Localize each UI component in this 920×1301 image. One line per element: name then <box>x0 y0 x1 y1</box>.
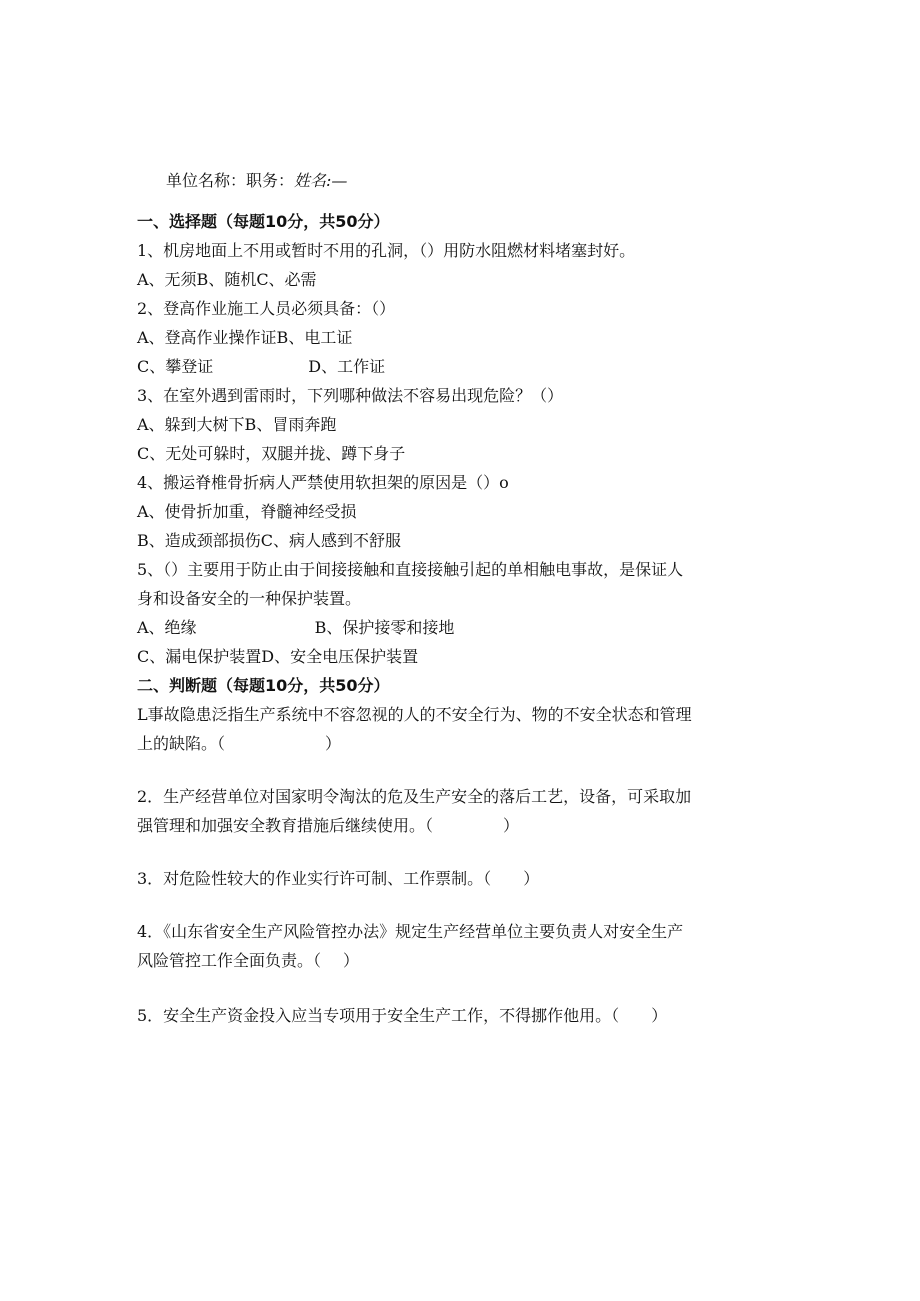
answer-blank-close: ） <box>343 951 360 970</box>
option-b: B、保护接零和接地 <box>314 618 455 637</box>
question-options-3a: A、躲到大树下B、冒雨奔跑 <box>137 415 337 434</box>
section-title-judgment: 二、判断题（每题10分，共50分） <box>137 676 390 695</box>
judgment-4-line2: 风险管控工作全面负责。（ ） <box>137 951 360 970</box>
name-label: 姓名:— <box>294 171 348 190</box>
position-label: 职务： <box>246 171 295 190</box>
question-stem-5-line1: 5、（）主要用于防止由于间接接触和直接接触引起的单相触电事故，是保证人 <box>137 560 684 579</box>
option-a: A、绝缘 <box>137 618 197 637</box>
judgment-2-line1: 2．生产经营单位对国家明令淘汰的危及生产安全的落后工艺，设备，可采取加 <box>137 787 692 806</box>
question-options-5b: C、漏电保护装置D、安全电压保护装置 <box>137 647 419 666</box>
question-stem-1: 1、机房地面上不用或暂时不用的孔洞，（）用防水阻燃材料堵塞封好。 <box>137 241 636 260</box>
question-options-4b: B、造成颈部损伤C、病人感到不舒服 <box>137 531 402 550</box>
answer-blank-close: ） <box>325 734 342 753</box>
question-options-4a: A、使骨折加重，脊髓神经受损 <box>137 502 357 521</box>
answer-blank-close: ） <box>651 1006 668 1025</box>
judgment-1-line2: 上的缺陷。（ ） <box>137 734 342 753</box>
question-stem-4: 4、搬运脊椎骨折病人严禁使用软担架的原因是（）o <box>137 473 509 492</box>
unit-name-label: 单位名称： <box>166 171 247 190</box>
question-options-2a: A、登高作业操作证B、电工证 <box>137 328 353 347</box>
question-stem-2: 2、登高作业施工人员必须具备：（） <box>137 299 396 318</box>
judgment-5-line1: 5．安全生产资金投入应当专项用于安全生产工作，不得挪作他用。（ ） <box>137 1006 668 1025</box>
judgment-1-line1: L事故隐患泛指生产系统中不容忽视的人的不安全行为、物的不安全状态和管理 <box>137 705 692 724</box>
judgment-3-line1: 3．对危险性较大的作业实行许可制、工作票制。（ ） <box>137 869 540 888</box>
answer-blank-close: ） <box>503 816 520 835</box>
option-c: C、攀登证 <box>137 357 214 376</box>
option-d: D、工作证 <box>308 357 386 376</box>
question-options-1: A、无须B、随机C、必需 <box>137 270 317 289</box>
question-options-2b <box>137 355 385 379</box>
section-title-choice: 一、选择题（每题10分，共50分） <box>137 212 390 231</box>
question-stem-5-line2: 身和设备安全的一种保护装置。 <box>137 589 362 608</box>
question-options-3b: C、无处可躲时，双腿并拢、蹲下身子 <box>137 444 406 463</box>
answer-blank-close: ） <box>523 869 540 888</box>
question-options-5a <box>137 616 454 640</box>
question-stem-3: 3、在室外遇到雷雨时，下列哪种做法不容易出现危险？（） <box>137 386 564 405</box>
judgment-2-line2: 强管理和加强安全教育措施后继续使用。（ ） <box>137 816 520 835</box>
exam-header <box>166 169 347 193</box>
judgment-4-line1: 4．《山东省安全生产风险管控办法》规定生产经营单位主要负责人对安全生产 <box>137 922 684 941</box>
